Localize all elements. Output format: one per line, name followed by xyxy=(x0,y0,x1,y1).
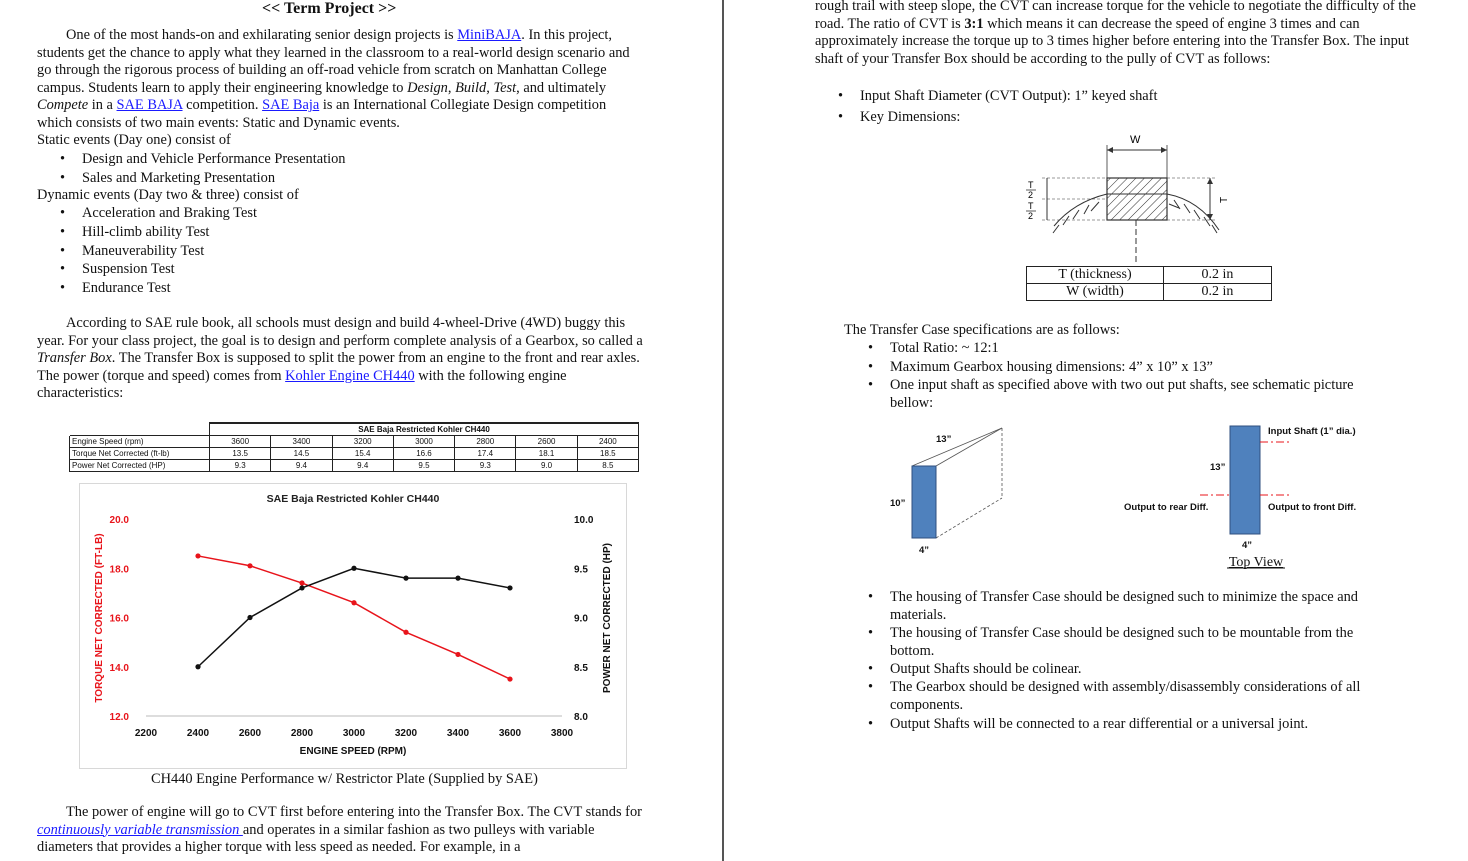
row-label: Power Net Corrected (HP) xyxy=(70,460,210,472)
dim-10: 10” xyxy=(890,498,906,509)
requirement-item: • Output Shafts will be connected to a rear differential or a universal joint. xyxy=(890,716,1308,734)
table-cell: 0.2 in xyxy=(1164,267,1272,284)
dynamic-item: • Hill-climb ability Test xyxy=(82,224,209,242)
arrow-icon xyxy=(1107,147,1113,153)
table-cell: 3000 xyxy=(393,436,454,448)
data-point-power xyxy=(403,576,408,581)
spec-heading: The Transfer Case specifications are as follows: xyxy=(844,322,1120,338)
y2-tick-label: 8.0 xyxy=(574,712,588,723)
table-cell: 9.4 xyxy=(271,460,332,472)
table-row xyxy=(1027,267,1272,284)
cvt-continued-paragraph: rough trail with steep slope, the CVT can increase torque for the vehicle to negotiate the difficulty of the road. The ratio of CVT is 3:1 which means it can decrease the speed of engine 3 times and can approximately increase the torque up to 3 times higher before entering into the Transfer Box. The input shaft of your Transfer Box should be according to the pully of CVT as follows: xyxy=(815,0,1416,67)
left-page xyxy=(0,0,722,861)
rule-paragraph: According to SAE rule book, all schools must design and build 4-wheel-Drive (4WD) buggy this year. For your class project, the goal is to design and perform complete analysis of a Gearbox, so called a Transfer Box. The Transfer Box is supposed to split the power from an engine to the front and rear axles. The power (torque and speed) comes from Kohler Engine CH440 with the following engine characteristics: xyxy=(37,315,643,402)
table-cell: 9.0 xyxy=(516,460,577,472)
dim-4-right: 4” xyxy=(1242,540,1253,551)
table-cell: 3200 xyxy=(332,436,393,448)
y-tick-label: 18.0 xyxy=(109,564,129,576)
box-edge xyxy=(912,428,1002,466)
shaft-item: • Key Dimensions: xyxy=(860,109,960,127)
spec-item: • Total Ratio: ~ 12:1 xyxy=(890,340,999,358)
engine-table xyxy=(69,422,639,472)
kohler-engine-link[interactable]: Kohler Engine CH440 xyxy=(285,367,415,384)
static-item: • Sales and Marketing Presentation xyxy=(82,170,275,188)
y2-tick-label: 8.5 xyxy=(574,662,588,674)
data-point-torque xyxy=(455,652,460,657)
page-title: << Term Project >> xyxy=(262,0,397,17)
arrow-icon xyxy=(1207,178,1213,184)
static-events-heading: Static events (Day one) consist of xyxy=(37,132,231,148)
housing-top xyxy=(1230,426,1260,534)
shaft-item: • Input Shaft Diameter (CVT Output): 1” keyed shaft xyxy=(860,88,1157,106)
x-tick-label: 2800 xyxy=(290,728,314,739)
engine-table-title: SAE Baja Restricted Kohler CH440 xyxy=(210,423,639,436)
data-point-power xyxy=(351,566,356,571)
dynamic-item: • Maneuverability Test xyxy=(82,243,204,261)
data-point-torque xyxy=(507,676,512,681)
y2-tick-label: 9.5 xyxy=(574,564,588,576)
dynamic-item: • Suspension Test xyxy=(82,261,175,279)
engine-performance-chart xyxy=(79,483,627,769)
chart-caption: CH440 Engine Performance w/ Restrictor Plate (Supplied by SAE) xyxy=(151,771,538,787)
sae-baja-link-2[interactable]: SAE Baja xyxy=(262,97,320,114)
table-cell: 13.5 xyxy=(210,448,271,460)
chart-title: SAE Baja Restricted Kohler CH440 xyxy=(266,493,440,505)
dynamic-item: • Acceleration and Braking Test xyxy=(82,205,257,223)
table-cell: 0.2 in xyxy=(1164,284,1272,301)
key-dimension-table xyxy=(1026,266,1272,301)
right-page xyxy=(724,0,1468,861)
key-width-label: W xyxy=(1130,134,1141,146)
x-tick-label: 2600 xyxy=(238,728,262,739)
dynamic-item: • Endurance Test xyxy=(82,280,171,298)
minibaja-link[interactable]: MiniBAJA xyxy=(457,27,522,43)
spec-item: • One input shaft as specified above with two out put shafts, see schematic picture bellow: xyxy=(890,377,1400,412)
requirement-item: • The Gearbox should be designed with assembly/disassembly considerations of all components. xyxy=(890,679,1400,714)
table-cell: 9.3 xyxy=(455,460,516,472)
dim-13-left: 13” xyxy=(936,434,952,445)
table-cell: 3600 xyxy=(210,436,271,448)
dim-4-left: 4” xyxy=(919,545,930,556)
box-edge xyxy=(936,498,1002,538)
key-section-figure xyxy=(1014,130,1254,270)
y-tick-label: 12.0 xyxy=(109,712,129,723)
spec-item: • Maximum Gearbox housing dimensions: 4” x 10” x 13” xyxy=(890,359,1213,377)
input-shaft-label: Input Shaft (1” dia.) xyxy=(1268,426,1356,437)
data-point-torque xyxy=(351,600,356,605)
table-cell: 18.5 xyxy=(577,448,638,460)
table-cell: 14.5 xyxy=(271,448,332,460)
table-cell: 8.5 xyxy=(577,460,638,472)
x-tick-label: 3800 xyxy=(550,728,574,739)
table-cell: 17.4 xyxy=(455,448,516,460)
arrow-icon xyxy=(1161,147,1167,153)
data-point-torque xyxy=(299,580,304,585)
sae-baja-link[interactable]: SAE BAJA xyxy=(116,97,183,114)
half-t-label: 2 xyxy=(1028,190,1034,200)
cvt-link[interactable]: continuously variable transmission xyxy=(37,821,243,838)
data-point-power xyxy=(299,585,304,590)
y-tick-label: 14.0 xyxy=(109,662,129,674)
table-row xyxy=(70,436,639,448)
table-cell: 9.3 xyxy=(210,460,271,472)
data-point-power xyxy=(195,664,200,669)
top-view-label: Top View xyxy=(1228,555,1284,570)
requirement-item: • The housing of Transfer Case should be designed such to be mountable from the bottom. xyxy=(890,625,1400,660)
data-point-power xyxy=(247,615,252,620)
y-axis-label: TORQUE NET CORRECTED (FT-LB) xyxy=(94,533,105,703)
x-tick-label: 3000 xyxy=(342,728,366,739)
x-tick-label: 3400 xyxy=(446,728,470,739)
data-point-torque xyxy=(247,563,252,568)
cvt-paragraph: The power of engine will go to CVT first before entering into the Transfer Box. The CVT stands for continuously variable transmission and operates in a similar fashion as two pulleys with variable diameters that provides a higher torque with less speed as needed. For example, in a xyxy=(37,804,642,856)
x-tick-label: 3200 xyxy=(394,728,418,739)
y2-tick-label: 10.0 xyxy=(574,515,594,526)
half-t-label: 2 xyxy=(1028,211,1034,221)
y-tick-label: 16.0 xyxy=(109,613,129,625)
y-tick-label: 20.0 xyxy=(109,515,129,526)
key-thickness-label: T xyxy=(1219,196,1230,203)
x-axis-label: ENGINE SPEED (RPM) xyxy=(299,746,407,757)
series-line-torque xyxy=(198,556,510,679)
data-point-power xyxy=(455,576,460,581)
series-line-power xyxy=(198,568,510,667)
row-label: Engine Speed (rpm) xyxy=(70,436,210,448)
table-cell: T (thickness) xyxy=(1027,267,1164,284)
x-tick-label: 2200 xyxy=(134,728,158,739)
data-point-torque xyxy=(195,553,200,558)
table-cell: 15.4 xyxy=(332,448,393,460)
output-front-label: Output to front Diff. xyxy=(1268,502,1357,513)
table-cell: 18.1 xyxy=(516,448,577,460)
half-t-label: T xyxy=(1028,201,1034,211)
y2-axis-label: POWER NET CORRECTED (HP) xyxy=(602,543,613,693)
table-cell: W (width) xyxy=(1027,284,1164,301)
data-point-power xyxy=(507,585,512,590)
x-tick-label: 3600 xyxy=(498,728,522,739)
table-row xyxy=(70,460,639,472)
key-rect xyxy=(1107,178,1167,220)
dim-13-right: 13” xyxy=(1210,462,1226,473)
requirement-item: • The housing of Transfer Case should be designed such to minimize the space and materials. xyxy=(890,589,1400,624)
transfer-case-schematic xyxy=(874,418,1374,578)
table-cell: 16.6 xyxy=(393,448,454,460)
dynamic-events-heading: Dynamic events (Day two & three) consist of xyxy=(37,187,299,203)
table-cell: 2400 xyxy=(577,436,638,448)
intro-paragraph: One of the most hands-on and exhilarating senior design projects is MiniBAJA. In this project, students get the chance to apply what they learned in the classroom to a real-world design scenario and go through the rigorous process of building an off-road vehicle from scratch on Manhattan College campus. Students learn to apply their engineering knowledge to Design, Build, Test, and ultimately Compete in a SAE BAJA competition. SAE Baja is an International Collegiate Design competition which consists of two main events: Static and Dynamic events. xyxy=(37,27,630,131)
table-cell: 3400 xyxy=(271,436,332,448)
table-cell: 9.4 xyxy=(332,460,393,472)
static-item: • Design and Vehicle Performance Presentation xyxy=(82,151,345,169)
half-t-label: T xyxy=(1028,180,1034,190)
table-cell: 9.5 xyxy=(393,460,454,472)
data-point-torque xyxy=(403,630,408,635)
output-rear-label: Output to rear Diff. xyxy=(1124,502,1209,513)
housing-side xyxy=(912,466,936,538)
table-cell: 2600 xyxy=(516,436,577,448)
y2-tick-label: 9.0 xyxy=(574,613,588,625)
arrow-icon xyxy=(1207,214,1213,220)
table-row xyxy=(1027,284,1272,301)
x-tick-label: 2400 xyxy=(186,728,210,739)
row-label: Torque Net Corrected (ft-lb) xyxy=(70,448,210,460)
table-row xyxy=(70,448,639,460)
requirement-item: • Output Shafts should be colinear. xyxy=(890,661,1081,679)
table-cell: 2800 xyxy=(455,436,516,448)
